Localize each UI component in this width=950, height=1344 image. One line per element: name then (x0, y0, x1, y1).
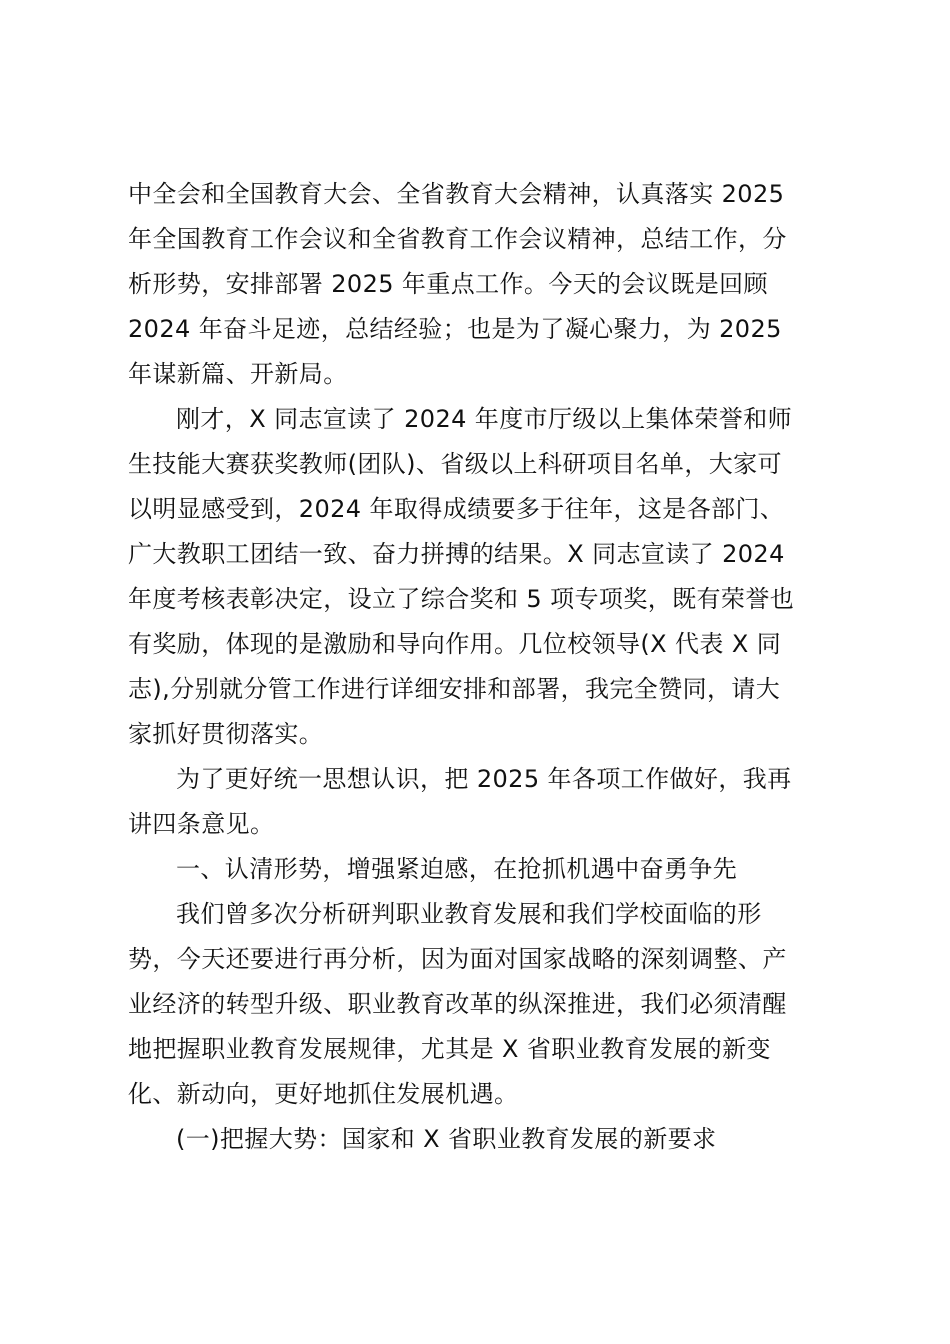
body-line: 年全国教育工作会议和全省教育工作会议精神，总结工作，分 (128, 225, 787, 253)
body-line: 2024 年奋斗足迹，总结经验；也是为了凝心聚力，为 2025 (128, 315, 782, 343)
paragraph-start-line: 刚才，X 同志宣读了 2024 年度市厅级以上集体荣誉和师 (176, 405, 793, 433)
body-line: 家抓好贯彻落实。 (128, 720, 324, 748)
body-line: 中全会和全国教育大会、全省教育大会精神，认真落实 2025 (128, 180, 785, 208)
paragraph-start-line: 为了更好统一思想认识，把 2025 年各项工作做好，我再 (176, 765, 792, 793)
body-line: 广大教职工团结一致、奋力拼搏的结果。X 同志宣读了 2024 (128, 540, 785, 568)
body-line: 地把握职业教育发展规律，尤其是 X 省职业教育发展的新变 (128, 1035, 771, 1063)
body-line: 年度考核表彰决定，设立了综合奖和 5 项专项奖，既有荣誉也 (128, 585, 795, 613)
body-line: 志),分别就分管工作进行详细安排和部署，我完全赞同，请大 (128, 675, 781, 703)
body-line: 年谋新篇、开新局。 (128, 360, 348, 388)
body-line: 化、新动向，更好地抓住发展机遇。 (128, 1080, 519, 1108)
body-line: 有奖励，体现的是激励和导向作用。几位校领导(X 代表 X 同 (128, 630, 782, 658)
body-line: 生技能大赛获奖教师(团队)、省级以上科研项目名单，大家可 (128, 450, 782, 478)
paragraph-start-line: 我们曾多次分析研判职业教育发展和我们学校面临的形 (176, 900, 762, 928)
body-line: 讲四条意见。 (128, 810, 275, 838)
body-line: 析形势，安排部署 2025 年重点工作。今天的会议既是回顾 (128, 270, 768, 298)
body-line: 势，今天还要进行再分析，因为面对国家战略的深刻调整、产 (128, 945, 787, 973)
subsection-heading: (一)把握大势：国家和 X 省职业教育发展的新要求 (176, 1125, 717, 1153)
document-body (128, 172, 828, 1162)
body-line: 业经济的转型升级、职业教育改革的纵深推进，我们必须清醒 (128, 990, 787, 1018)
body-line: 以明显感受到，2024 年取得成绩要多于往年，这是各部门、 (128, 495, 785, 523)
section-heading: 一、认清形势，增强紧迫感，在抢抓机遇中奋勇争先 (176, 855, 738, 883)
